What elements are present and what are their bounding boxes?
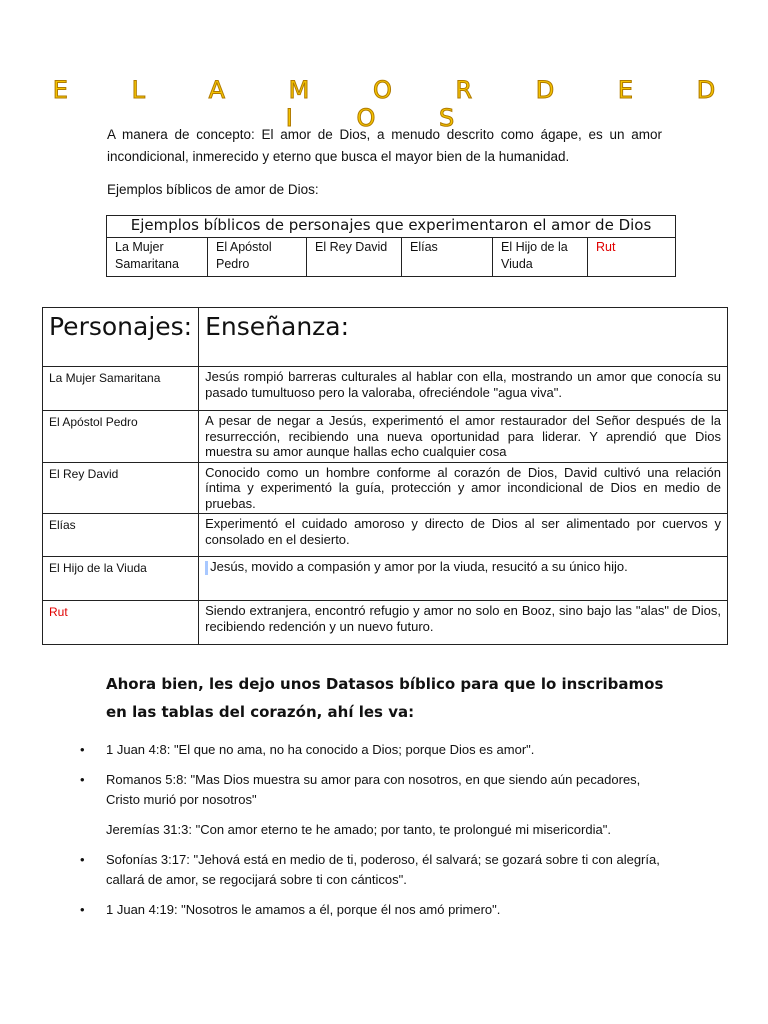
teaching-text: Siendo extranjera, encontró refugio y amor no solo en Booz, sino bajo las "alas" de Dios, recibiendo redención y un nuevo futuro. [199, 601, 728, 645]
teaching-text: Jesús, movido a compasión y amor por la viuda, resucitó a su único hijo. [210, 559, 628, 574]
verse-text: Romanos 5:8: "Mas Dios muestra su amor para con nosotros, en que siendo aún pecadores, Cristo murió por nosotros" [106, 772, 641, 807]
page-title: E L A M O R D E D I O S [52, 76, 744, 132]
table-row [43, 462, 728, 514]
examples-cell: El Apóstol Pedro [208, 238, 307, 277]
list-item [80, 850, 660, 890]
text-cursor [205, 561, 208, 575]
verse-text: 1 Juan 4:19: "Nosotros le amamos a él, porque él nos amó primero". [106, 902, 501, 917]
table-row [43, 514, 728, 557]
verse-text: Sofonías 3:17: "Jehová está en medio de ti, poderoso, él salvará; se gozará sobre ti con alegría, callará de amor, se regocijará sobre ti con cánticos". [106, 852, 660, 887]
teaching-text: Experimentó el cuidado amoroso y directo de Dios al ser alimentado por cuervos y consolado en el desierto. [199, 514, 728, 557]
bullet-icon: • [80, 742, 85, 757]
examples-cell: Elías [402, 238, 493, 277]
character-name: El Apóstol Pedro [43, 411, 199, 463]
table-row [43, 601, 728, 645]
intro-paragraph: A manera de concepto: El amor de Dios, a menudo descrito como ágape, es un amor incondicional, inmerecido y eterno que busca el mayor bien de la humanidad. [107, 127, 662, 164]
bullet-icon: • [80, 852, 85, 867]
examples-table-header: Ejemplos bíblicos de personajes que experimentaron el amor de Dios [107, 216, 676, 238]
list-item [80, 820, 660, 840]
table-row [43, 557, 728, 601]
character-name: Rut [43, 601, 199, 645]
character-name: El Rey David [43, 462, 199, 514]
list-item [80, 900, 660, 920]
verse-list [80, 740, 660, 930]
column-header-personajes: Personajes: [43, 308, 199, 367]
bullet-icon: • [80, 902, 85, 917]
teachings-table [42, 307, 728, 645]
table-row [43, 367, 728, 411]
examples-cell: Rut [588, 238, 676, 277]
examples-table [106, 215, 676, 277]
section-heading: Ahora bien, les dejo unos Datasos bíblico para que lo inscribamos en las tablas del corazón, ahí les va: [106, 675, 664, 721]
verse-text: 1 Juan 4:8: "El que no ama, no ha conocido a Dios; porque Dios es amor". [106, 742, 535, 757]
character-name: Elías [43, 514, 199, 557]
character-name: El Hijo de la Viuda [43, 557, 199, 601]
bullet-icon: • [80, 772, 85, 787]
verse-text: Jeremías 31:3: "Con amor eterno te he amado; por tanto, te prolongué mi misericordia". [106, 822, 611, 837]
teaching-text: A pesar de negar a Jesús, experimentó el amor restaurador del Señor después de la resurrección, recibiendo una nueva oportunidad para liderar. Y aprendió que Dios muestra su amor aunque hallas echo cualquier cosa [199, 411, 728, 463]
column-header-ensenanza: Enseñanza: [199, 308, 728, 367]
character-name: La Mujer Samaritana [43, 367, 199, 411]
list-item [80, 740, 660, 760]
teaching-text: Conocido como un hombre conforme al corazón de Dios, David cultivó una relación íntima y experimentó la guía, protección y amor incondicional de Dios en medio de pruebas. [199, 462, 728, 514]
examples-cell: El Rey David [307, 238, 402, 277]
examples-cell: La Mujer Samaritana [107, 238, 208, 277]
list-item [80, 770, 660, 810]
teaching-text-cell [199, 557, 728, 601]
examples-label: Ejemplos bíblicos de amor de Dios: [107, 182, 319, 197]
examples-table-row [107, 238, 676, 277]
table-row [43, 411, 728, 463]
examples-cell: El Hijo de la Viuda [493, 238, 588, 277]
teaching-text: Jesús rompió barreras culturales al hablar con ella, mostrando un amor que conocía su pasado tumultuoso pero la valoraba, ofreciéndole "agua viva". [199, 367, 728, 411]
teachings-header-row [43, 308, 728, 367]
